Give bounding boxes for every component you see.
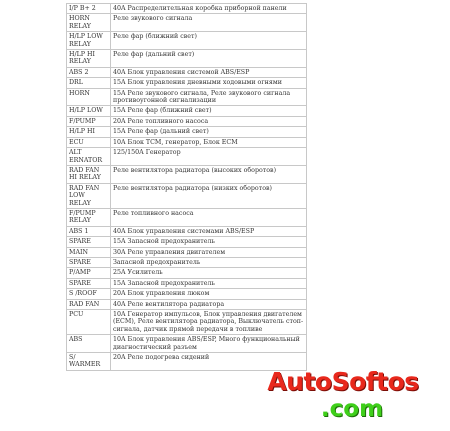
table-row (67, 208, 307, 226)
table-row (67, 165, 307, 183)
table-row (67, 299, 307, 309)
table-row (67, 88, 307, 106)
fuse-description-cell: 15A Запасной предохранитель (111, 237, 307, 247)
fuse-description-cell: Реле вентилятора радиатора (низких оборотов) (111, 183, 307, 208)
table-row (67, 237, 307, 247)
fuse-description-cell: 40A Реле вентилятора радиатора (111, 299, 307, 309)
watermark-line-2: .com (320, 396, 384, 422)
fuse-description-cell: 40A Блок управления системами ABS/ESP (111, 226, 307, 236)
table-row (67, 32, 307, 50)
table-row (67, 310, 307, 335)
fuse-name-cell: ABS (67, 335, 111, 353)
table-row (67, 289, 307, 299)
fuse-description-cell: 10A Блок TCM, генератор, Блок ECM (111, 137, 307, 147)
table-row (67, 226, 307, 236)
fuse-description-cell: 125/150A Генератор (111, 148, 307, 166)
fuse-description-cell: Реле топливного насоса (111, 208, 307, 226)
fuse-name-cell: I/P B+ 2 (67, 4, 111, 14)
fuse-name-cell: S /ROOF (67, 289, 111, 299)
fuse-table (66, 3, 307, 371)
fuse-description-cell: 20A Блок управления люком (111, 289, 307, 299)
table-row (67, 183, 307, 208)
fuse-description-cell: 20A Реле подогрева сидений (111, 353, 307, 371)
fuse-name-cell: ABS 2 (67, 67, 111, 77)
fuse-name-cell: F/PUMP RELAY (67, 208, 111, 226)
table-row (67, 127, 307, 137)
fuse-description-cell: 10A Генератор импульсов, Блок управления двигателем (ECM), Реле вентилятора радиатора, Выключатель стоп-сигнала, датчик прямой передачи в топливе (111, 310, 307, 335)
table-row (67, 335, 307, 353)
fuse-description-cell: Реле фар (ближний свет) (111, 32, 307, 50)
fuse-description-cell: 25A Усилитель (111, 268, 307, 278)
table-row (67, 67, 307, 77)
fuse-name-cell: ALT ERNATOR (67, 148, 111, 166)
fuse-name-cell: S/ WARMER (67, 353, 111, 371)
fuse-name-cell: P/AMP (67, 268, 111, 278)
table-row (67, 268, 307, 278)
fuse-name-cell: SPARE (67, 278, 111, 288)
fuse-description-cell: 40A Блок управления системой ABS/ESP (111, 67, 307, 77)
table-row (67, 50, 307, 68)
fuse-description-cell: 15A Реле фар (дальний свет) (111, 127, 307, 137)
fuse-description-cell: Запасной предохранитель (111, 257, 307, 267)
table-row (67, 14, 307, 32)
table-row (67, 148, 307, 166)
watermark-logo (240, 368, 446, 422)
fuse-description-cell: 15A Блок управления дневными ходовыми огнями (111, 78, 307, 88)
fuse-name-cell: HORN RELAY (67, 14, 111, 32)
fuse-description-cell: 15A Реле фар (ближний свет) (111, 106, 307, 116)
fuse-name-cell: RAD FAN LOW RELAY (67, 183, 111, 208)
table-row (67, 78, 307, 88)
fuse-name-cell: ECU (67, 137, 111, 147)
table-row (67, 278, 307, 288)
table-row (67, 353, 307, 371)
fuse-name-cell: SPARE (67, 237, 111, 247)
table-row (67, 116, 307, 126)
fuse-name-cell: HORN (67, 88, 111, 106)
fuse-name-cell: F/PUMP (67, 116, 111, 126)
watermark-line-1: AutoSoftos (267, 367, 419, 396)
fuse-description-cell: 15A Запасной предохранитель (111, 278, 307, 288)
fuse-name-cell: SPARE (67, 257, 111, 267)
fuse-description-cell: Реле звукового сигнала (111, 14, 307, 32)
fuse-name-cell: ABS 1 (67, 226, 111, 236)
fuse-name-cell: H/LP HI RELAY (67, 50, 111, 68)
fuse-name-cell: DRL (67, 78, 111, 88)
fuse-description-cell: 40A Распределительная коробка приборной панели (111, 4, 307, 14)
fuse-description-cell: 10A Блок управления ABS/ESP, Много функциональный диагностический разъем (111, 335, 307, 353)
fuse-name-cell: H/LP LOW RELAY (67, 32, 111, 50)
fuse-description-cell: 30A Реле управления двигателем (111, 247, 307, 257)
table-row (67, 4, 307, 14)
fuse-name-cell: RAD FAN HI RELAY (67, 165, 111, 183)
table-row (67, 257, 307, 267)
fuse-name-cell: H/LP HI (67, 127, 111, 137)
fuse-description-cell: 20A Реле топливного насоса (111, 116, 307, 126)
fuse-name-cell: H/LP LOW (67, 106, 111, 116)
table-row (67, 137, 307, 147)
fuse-description-cell: 15A Реле звукового сигнала, Реле звукового сигнала противоугонной сигнализации (111, 88, 307, 106)
fuse-name-cell: PCU (67, 310, 111, 335)
fuse-description-cell: Реле вентилятора радиатора (высоких оборотов) (111, 165, 307, 183)
table-row (67, 106, 307, 116)
fuse-description-cell: Реле фар (дальний свет) (111, 50, 307, 68)
fuse-name-cell: RAD FAN (67, 299, 111, 309)
fuse-table-container (66, 3, 306, 371)
fuse-table-body (67, 4, 307, 371)
table-row (67, 247, 307, 257)
fuse-name-cell: MAIN (67, 247, 111, 257)
